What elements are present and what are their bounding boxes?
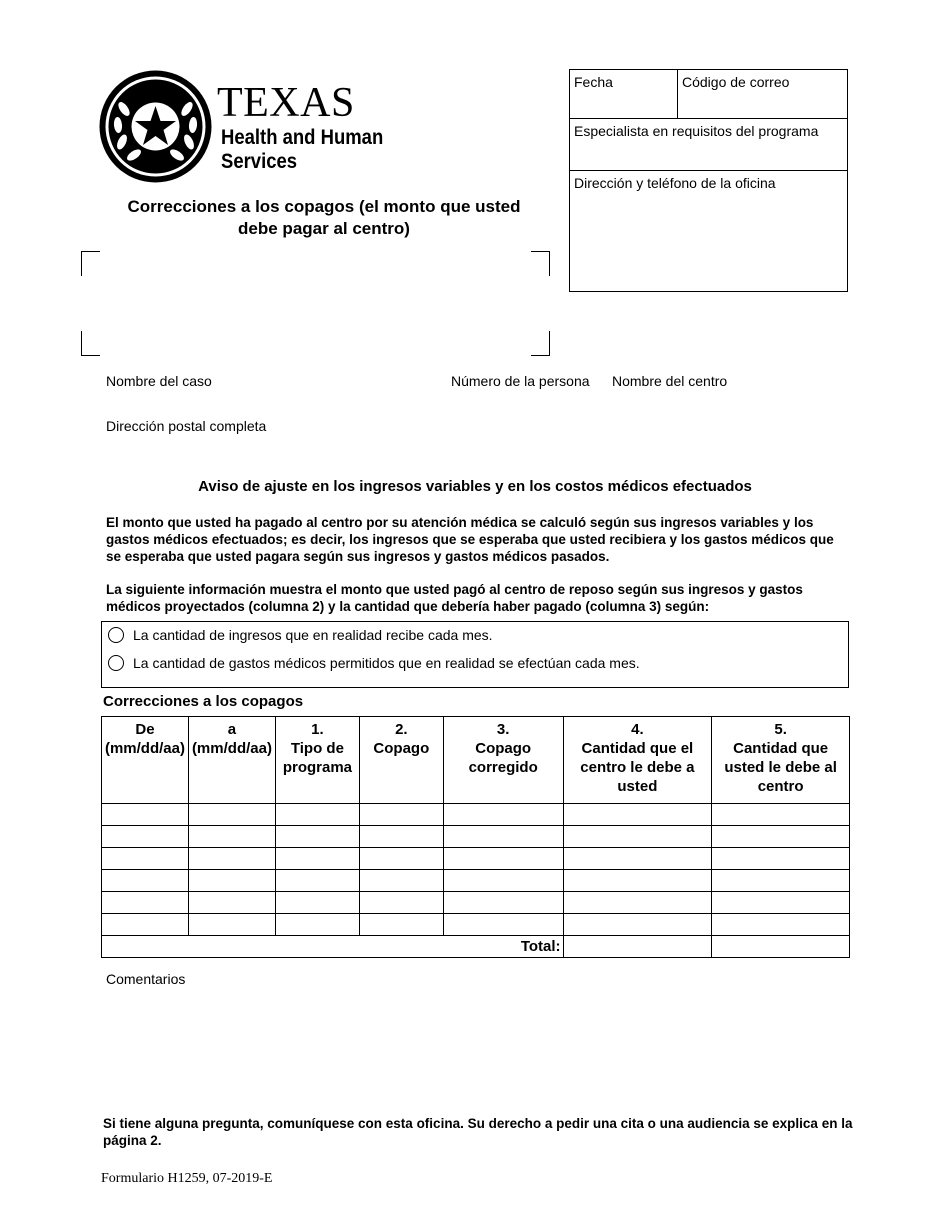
date-field[interactable] — [570, 70, 678, 119]
option-income-label: La cantidad de ingresos que en realidad recibe cada mes. — [133, 627, 493, 643]
radio-icon[interactable] — [108, 627, 124, 643]
footer-note: Si tiene alguna pregunta, comuníquese con esta oficina. Su derecho a pedir una cita o una audiencia se explica en la página 2. — [103, 1116, 853, 1148]
notice-paragraph-1: El monto que usted ha pagado al centro por su atención médica se calculó según sus ingresos variables y los gastos médicos efectuados; es decir, los ingresos que se esperaba que usted recibiera y los gastos médicos que se esperaba que usted pagara según sus ingresos y gastos médicos pasados. — [106, 515, 834, 564]
table-cell[interactable] — [712, 870, 850, 892]
logo-title: TEXAS — [217, 80, 355, 126]
office-address-field[interactable] — [570, 171, 847, 291]
option-medical-label: La cantidad de gastos médicos permitidos que en realidad se efectúan cada mes. — [133, 655, 640, 671]
form-title: Correcciones a los copagos (el monto que usted debe pagar al centro) — [127, 197, 521, 238]
form-id: Formulario H1259, 07-2019-E — [101, 1171, 273, 1186]
table-cell[interactable] — [188, 914, 275, 936]
table-cell[interactable] — [359, 892, 443, 914]
notice-paragraph-2: La siguiente información muestra el monto que usted pagó al centro de reposo según sus ingresos y gastos médicos proyectados (columna 2) y la cantidad que debería haber pagado (columna 3) según: — [106, 582, 803, 614]
table-cell[interactable] — [563, 870, 712, 892]
mail-code-label: Código de correo — [682, 74, 790, 90]
table-cell[interactable] — [563, 892, 712, 914]
table-header-row — [102, 717, 850, 804]
table-cell[interactable] — [275, 892, 359, 914]
table-cell[interactable] — [102, 848, 189, 870]
total-label: Total: — [102, 936, 564, 958]
table-cell[interactable] — [102, 892, 189, 914]
table-cell[interactable] — [443, 848, 563, 870]
specialist-label: Especialista en requisitos del programa — [574, 123, 819, 139]
logo-subtitle — [221, 126, 383, 174]
table-cell[interactable] — [563, 848, 712, 870]
table-cell[interactable] — [563, 826, 712, 848]
table-cell[interactable] — [359, 848, 443, 870]
col-header-program-type: 1. Tipo de programa — [275, 717, 359, 804]
mail-code-field[interactable] — [678, 70, 847, 119]
table-cell[interactable] — [188, 848, 275, 870]
table-cell[interactable] — [275, 870, 359, 892]
option-medical-expenses[interactable] — [108, 655, 640, 671]
table-cell[interactable] — [188, 892, 275, 914]
total-center-owes-cell[interactable] — [563, 936, 712, 958]
table-cell[interactable] — [359, 804, 443, 826]
total-row — [102, 936, 850, 958]
table-cell[interactable] — [102, 826, 189, 848]
table-row — [102, 804, 850, 826]
table-cell[interactable] — [188, 804, 275, 826]
mailing-address-label: Dirección postal completa — [106, 418, 267, 434]
center-name-label: Nombre del centro — [612, 373, 728, 389]
table-cell[interactable] — [275, 914, 359, 936]
col-header-copay: 2. Copago — [359, 717, 443, 804]
copay-corrections-table — [101, 716, 850, 958]
table-cell[interactable] — [188, 870, 275, 892]
window-corner-bottom-left — [81, 331, 100, 356]
table-cell[interactable] — [443, 804, 563, 826]
col-header-center-owes-you: 4. Cantidad que el centro le debe a usted — [563, 717, 712, 804]
table-cell[interactable] — [275, 826, 359, 848]
office-address-label: Dirección y teléfono de la oficina — [574, 175, 776, 191]
table-title: Correcciones a los copagos — [103, 693, 304, 710]
table-cell[interactable] — [712, 826, 850, 848]
table-row — [102, 870, 850, 892]
table-cell[interactable] — [443, 826, 563, 848]
table-cell[interactable] — [188, 826, 275, 848]
table-cell[interactable] — [712, 804, 850, 826]
table-cell[interactable] — [443, 914, 563, 936]
total-you-owe-cell[interactable] — [712, 936, 850, 958]
logo-line-2: Services — [221, 150, 298, 173]
comments-label: Comentarios — [106, 971, 186, 987]
table-cell[interactable] — [102, 914, 189, 936]
col-header-to: a (mm/dd/aa) — [188, 717, 275, 804]
table-cell[interactable] — [563, 804, 712, 826]
table-row — [102, 848, 850, 870]
texas-seal-icon — [98, 69, 213, 184]
table-row — [102, 826, 850, 848]
window-corner-bottom-right — [531, 331, 550, 356]
table-cell[interactable] — [102, 804, 189, 826]
table-cell[interactable] — [563, 914, 712, 936]
case-name-label: Nombre del caso — [106, 373, 212, 389]
table-cell[interactable] — [359, 870, 443, 892]
date-label: Fecha — [574, 74, 613, 90]
table-cell[interactable] — [712, 914, 850, 936]
table-row — [102, 892, 850, 914]
specialist-field[interactable] — [570, 119, 847, 171]
table-cell[interactable] — [275, 848, 359, 870]
window-corner-top-right — [531, 251, 550, 276]
office-info-box — [569, 69, 848, 292]
table-cell[interactable] — [359, 826, 443, 848]
logo-line-1: Health and Human — [221, 126, 384, 149]
notice-heading: Aviso de ajuste en los ingresos variables y en los costos médicos efectuados — [198, 478, 752, 495]
table-cell[interactable] — [275, 804, 359, 826]
radio-icon[interactable] — [108, 655, 124, 671]
table-cell[interactable] — [102, 870, 189, 892]
table-cell[interactable] — [712, 848, 850, 870]
col-header-corrected-copay: 3. Copago corregido — [443, 717, 563, 804]
window-corner-top-left — [81, 251, 100, 276]
person-number-label: Número de la persona — [451, 373, 590, 389]
option-income[interactable] — [108, 627, 493, 643]
table-row — [102, 914, 850, 936]
table-cell[interactable] — [712, 892, 850, 914]
table-cell[interactable] — [443, 870, 563, 892]
col-header-you-owe-center: 5. Cantidad que usted le debe al centro — [712, 717, 850, 804]
options-box — [101, 621, 849, 688]
col-header-from: De (mm/dd/aa) — [102, 717, 189, 804]
table-cell[interactable] — [443, 892, 563, 914]
table-cell[interactable] — [359, 914, 443, 936]
